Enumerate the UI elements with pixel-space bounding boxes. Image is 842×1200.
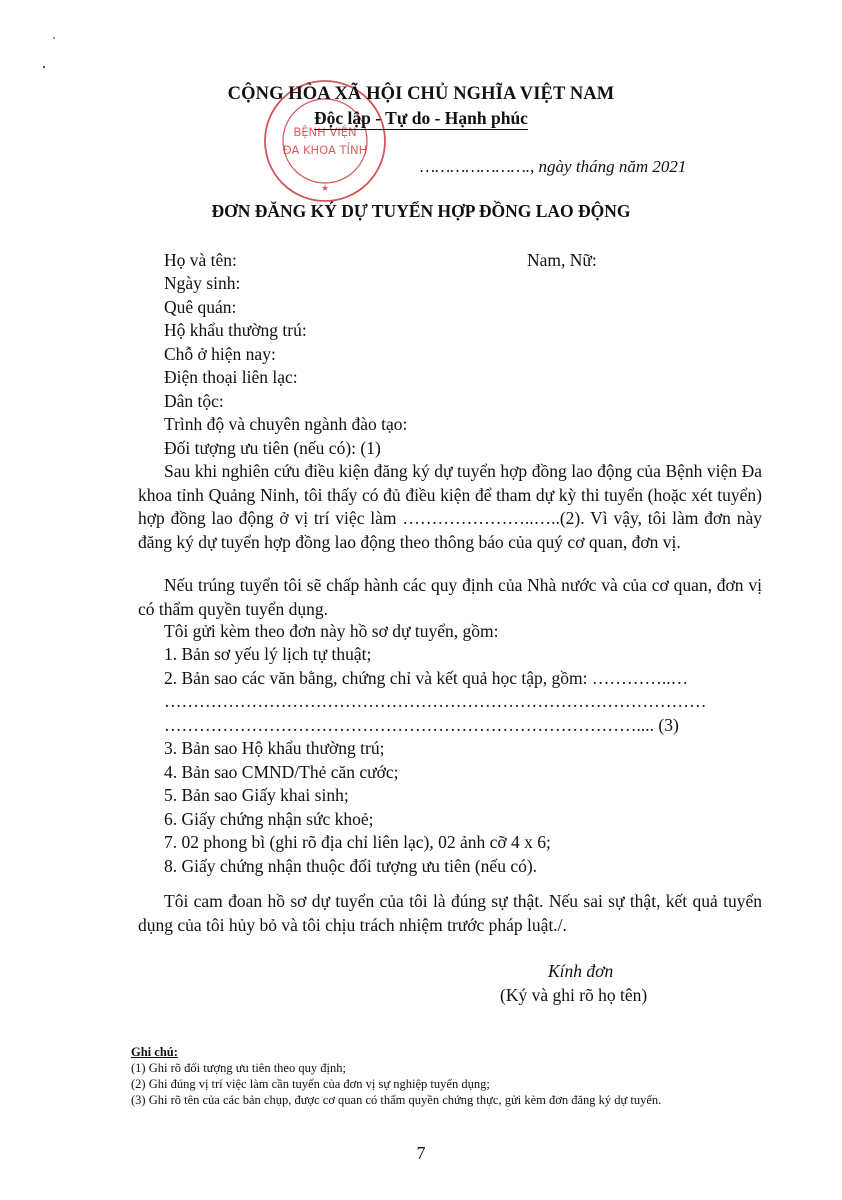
field-phone: Điện thoại liên lạc: [164, 367, 298, 387]
attachment-item-1: 1. Bản sơ yếu lý lịch tự thuật; [164, 644, 372, 664]
attachment-item-3: 3. Bản sao Hộ khẩu thường trú; [164, 738, 385, 758]
date-line: …………………., ngày tháng năm 2021 [420, 157, 687, 176]
note-1: (1) Ghi rõ đối tượng ưu tiên theo quy định; [131, 1061, 346, 1075]
signature-instruction: (Ký và ghi rõ họ tên) [500, 985, 648, 1005]
field-gender: Nam, Nữ: [527, 250, 597, 270]
attachment-item-8: 8. Giấy chứng nhận thuộc đối tượng ưu tiên (nếu có). [164, 856, 538, 876]
notes-heading: Ghi chú: [131, 1045, 178, 1059]
field-priority: Đối tượng ưu tiên (nếu có): (1) [164, 438, 381, 458]
field-education: Trình độ và chuyên ngành đào tạo: [164, 414, 408, 434]
note-2: (2) Ghi đúng vị trí việc làm cần tuyển của đơn vị sự nghiệp tuyển dụng; [131, 1077, 490, 1091]
attachment-item-7: 7. 02 phong bì (ghi rõ địa chỉ liên lạc), 02 ảnh cỡ 4 x 6; [164, 832, 551, 852]
field-ethnicity: Dân tộc: [164, 391, 224, 411]
page-number: 7 [416, 1143, 426, 1163]
attachment-item-6: 6. Giấy chứng nhận sức khoẻ; [164, 809, 374, 829]
field-name: Họ và tên: [164, 250, 237, 270]
attachment-item-2: 2. Bản sao các văn bằng, chứng chỉ và kết quả học tập, gồm: …………..… [164, 668, 689, 688]
attachment-item-5: 5. Bản sao Giấy khai sinh; [164, 785, 349, 805]
signature-greeting: Kính đơn [548, 961, 614, 981]
paragraph-intent: Sau khi nghiên cứu điều kiện đăng ký dự tuyển hợp đồng lao động của Bệnh viện Đa khoa tỉnh Quảng Ninh, tôi thấy có đủ điều kiện để tham dự kỳ thi tuyển (hoặc xét tuyển) hợp đồng lao động ở vị trí việc làm …………………..…..(2). Vì vậy, tôi làm đơn này đăng ký dự tuyển hợp đồng lao động theo thông báo của quý cơ quan, đơn vị. [138, 461, 762, 552]
attachment-item-4: 4. Bản sao CMND/Thẻ căn cước; [164, 762, 399, 782]
field-dob: Ngày sinh: [164, 273, 241, 293]
attachment-item-2-dots-2: ……………………………………………………………………….... (3) [164, 715, 679, 735]
motto-heading [0, 108, 842, 129]
seal-line-1: BỆNH VIỆN [293, 125, 357, 139]
nation-heading: CỘNG HÒA XÃ HỘI CHỦ NGHĨA VIỆT NAM [227, 84, 615, 104]
paragraph-attachments-intro: Tôi gửi kèm theo đơn này hồ sơ dự tuyển, gồm: [164, 621, 499, 641]
commitment-paragraph: Tôi cam đoan hồ sơ dự tuyển của tôi là đúng sự thật. Nếu sai sự thật, kết quả tuyển dụng của tôi hủy bỏ và tôi chịu trách nhiệm trước pháp luật./. [138, 891, 762, 935]
attachment-item-2-dots-1: ………………………………………………………………………………… [164, 691, 707, 711]
motto-text: Độc lập - Tự do - Hạnh phúc [314, 108, 528, 128]
svg-text:★: ★ [320, 184, 330, 194]
form-title: ĐƠN ĐĂNG KÝ DỰ TUYỂN HỢP ĐỒNG LAO ĐỘNG [211, 201, 631, 221]
field-household: Hộ khẩu thường trú: [164, 320, 307, 340]
seal-line-2: ĐA KHOA TỈNH [282, 143, 368, 157]
note-3: (3) Ghi rõ tên của các bản chụp, được cơ quan có thẩm quyền chứng thực, gửi kèm đơn đăng ký dự tuyển. [131, 1093, 662, 1107]
paragraph-compliance: Nếu trúng tuyển tôi sẽ chấp hành các quy định của Nhà nước và của cơ quan, đơn vị có thẩm quyền tuyển dụng. [138, 575, 762, 619]
scan-specks [40, 30, 60, 80]
field-hometown: Quê quán: [164, 297, 237, 317]
field-residence: Chỗ ở hiện nay: [164, 344, 276, 364]
